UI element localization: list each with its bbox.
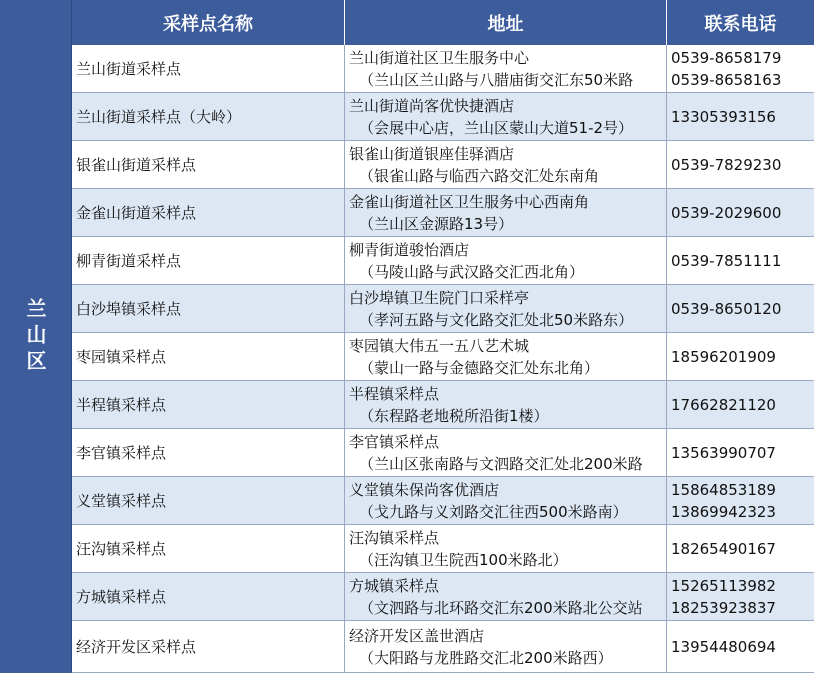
phone-number: 13954480694 bbox=[671, 637, 776, 656]
address-cell bbox=[345, 525, 667, 572]
sampling-point-name: 半程镇采样点 bbox=[72, 381, 345, 428]
sampling-point-name: 枣园镇采样点 bbox=[72, 333, 345, 380]
address-line-1: 银雀山街道银座佳驿酒店 bbox=[349, 144, 515, 163]
sampling-point-name: 柳青街道采样点 bbox=[72, 237, 345, 284]
address-cell bbox=[345, 141, 667, 188]
address-line-2: （戈九路与义刘路交汇往西500米路南） bbox=[359, 502, 628, 521]
address-line-1: 枣园镇大伟五一五八艺术城 bbox=[349, 336, 530, 355]
table-row bbox=[72, 429, 814, 477]
table-header bbox=[72, 0, 814, 45]
phone-number: 15265113982 bbox=[671, 576, 776, 595]
header-address: 地址 bbox=[345, 0, 667, 45]
address-cell bbox=[345, 333, 667, 380]
table-row bbox=[72, 285, 814, 333]
district-label bbox=[0, 0, 72, 673]
phone-number: 0539-8650120 bbox=[671, 299, 782, 318]
address-line-2: （孝河五路与文化路交汇处北50米路东） bbox=[359, 310, 634, 329]
address-line-2: （会展中心店，兰山区蒙山大道51-2号） bbox=[359, 118, 634, 137]
sampling-point-name: 金雀山街道采样点 bbox=[72, 189, 345, 236]
sampling-point-name: 兰山街道采样点（大岭） bbox=[72, 93, 345, 140]
sampling-point-name: 经济开发区采样点 bbox=[72, 621, 345, 672]
header-phone: 联系电话 bbox=[704, 13, 777, 35]
address-line-1: 李官镇采样点 bbox=[349, 432, 440, 451]
phone-cell bbox=[667, 381, 814, 428]
phone-cell bbox=[667, 477, 814, 524]
address-line-1: 半程镇采样点 bbox=[349, 384, 440, 403]
address-line-1: 金雀山街道社区卫生服务中心西南角 bbox=[349, 192, 590, 211]
address-line-1: 白沙埠镇卫生院门口采样亭 bbox=[349, 288, 530, 307]
header-name: 采样点名称 bbox=[72, 0, 345, 45]
phone-number: 0539-2029600 bbox=[671, 203, 782, 222]
address-cell bbox=[345, 429, 667, 476]
address-cell bbox=[345, 381, 667, 428]
phone-cell bbox=[667, 141, 814, 188]
phone-number-2: 13869942323 bbox=[671, 502, 776, 521]
address-line-2: （文泗路与北环路交汇东200米路北公交站 bbox=[359, 598, 643, 617]
sampling-point-name: 白沙埠镇采样点 bbox=[72, 285, 345, 332]
phone-cell bbox=[667, 573, 814, 620]
phone-cell bbox=[667, 525, 814, 572]
address-line-2: （马陵山路与武汉路交汇西北角） bbox=[359, 262, 585, 281]
address-line-1: 汪沟镇采样点 bbox=[349, 528, 440, 547]
phone-number: 0539-7829230 bbox=[671, 155, 782, 174]
phone-cell bbox=[667, 93, 814, 140]
table-row bbox=[72, 189, 814, 237]
address-cell bbox=[345, 189, 667, 236]
sampling-point-name: 义堂镇采样点 bbox=[72, 477, 345, 524]
phone-cell bbox=[667, 189, 814, 236]
address-line-1: 义堂镇朱保尚客优酒店 bbox=[349, 480, 500, 499]
table-body bbox=[72, 45, 814, 673]
address-cell bbox=[345, 573, 667, 620]
address-line-2: （兰山区张南路与文泗路交汇处北200米路 bbox=[359, 454, 643, 473]
phone-number-2: 0539-8658163 bbox=[671, 70, 782, 89]
district-text: 兰山区 bbox=[23, 297, 47, 376]
sampling-point-name: 方城镇采样点 bbox=[72, 573, 345, 620]
phone-number: 17662821120 bbox=[671, 395, 776, 414]
table-row bbox=[72, 333, 814, 381]
address-line-1: 兰山街道社区卫生服务中心 bbox=[349, 48, 530, 67]
address-cell bbox=[345, 45, 667, 92]
phone-number: 0539-7851111 bbox=[671, 251, 782, 270]
address-line-2: （兰山区兰山路与八腊庙街交汇东50米路 bbox=[359, 70, 634, 89]
table-row bbox=[72, 525, 814, 573]
address-cell bbox=[345, 93, 667, 140]
sampling-point-name: 汪沟镇采样点 bbox=[72, 525, 345, 572]
address-line-2: （东程路老地税所沿街1楼） bbox=[359, 406, 549, 425]
phone-cell bbox=[667, 333, 814, 380]
address-line-2: （银雀山路与临西六路交汇处东南角 bbox=[359, 166, 600, 185]
table-row bbox=[72, 237, 814, 285]
address-cell bbox=[345, 477, 667, 524]
phone-number: 15864853189 bbox=[671, 480, 776, 499]
table-row bbox=[72, 381, 814, 429]
table-row bbox=[72, 93, 814, 141]
phone-number: 13305393156 bbox=[671, 107, 776, 126]
address-line-2: （兰山区金源路13号） bbox=[359, 214, 514, 233]
address-line-1: 兰山街道尚客优快捷酒店 bbox=[349, 96, 515, 115]
phone-cell bbox=[667, 429, 814, 476]
table-row bbox=[72, 621, 814, 673]
sampling-point-name: 李官镇采样点 bbox=[72, 429, 345, 476]
table-row bbox=[72, 141, 814, 189]
table-row bbox=[72, 45, 814, 93]
address-cell bbox=[345, 237, 667, 284]
phone-number-2: 18253923837 bbox=[671, 598, 776, 617]
address-cell bbox=[345, 621, 667, 672]
phone-cell bbox=[667, 237, 814, 284]
phone-number: 0539-8658179 bbox=[671, 48, 782, 67]
sampling-point-name: 兰山街道采样点 bbox=[72, 45, 345, 92]
phone-number: 13563990707 bbox=[671, 443, 776, 462]
address-line-1: 柳青街道骏怡酒店 bbox=[349, 240, 470, 259]
phone-number: 18596201909 bbox=[671, 347, 776, 366]
address-line-2: （蒙山一路与金德路交汇处东北角） bbox=[359, 358, 600, 377]
table-row bbox=[72, 477, 814, 525]
address-line-1: 经济开发区盖世酒店 bbox=[349, 626, 485, 645]
phone-cell bbox=[667, 621, 814, 672]
phone-cell bbox=[667, 45, 814, 92]
address-line-2: （汪沟镇卫生院西100米路北） bbox=[359, 550, 568, 569]
address-cell bbox=[345, 285, 667, 332]
phone-number: 18265490167 bbox=[671, 539, 776, 558]
address-line-2: （大阳路与龙胜路交汇北200米路西） bbox=[359, 648, 613, 667]
address-line-1: 方城镇采样点 bbox=[349, 576, 440, 595]
phone-cell bbox=[667, 285, 814, 332]
sampling-point-name: 银雀山街道采样点 bbox=[72, 141, 345, 188]
table-row bbox=[72, 573, 814, 621]
